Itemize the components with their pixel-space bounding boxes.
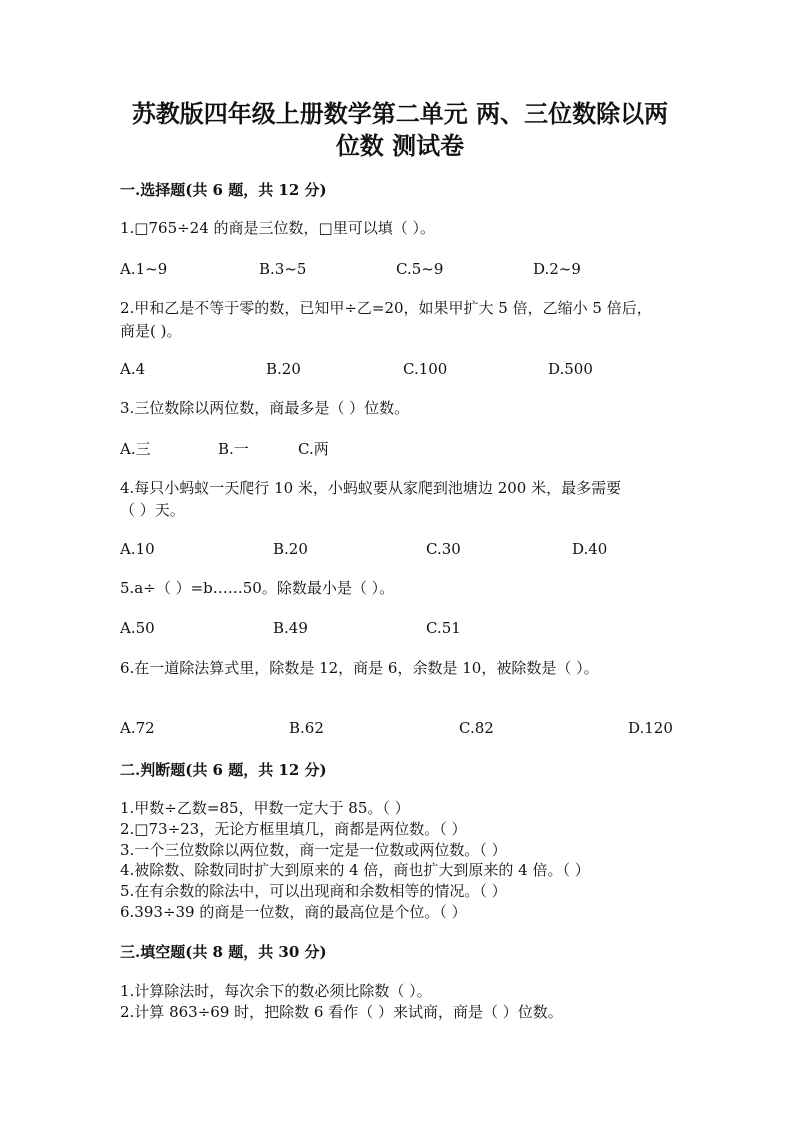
question-1-4-line-2: （ ）天。 [120,501,185,519]
judge-item-5: 5.在有余数的除法中，可以出现商和余数相等的情况。（ ） [120,882,507,900]
question-1-4-line-1: 4.每只小蚂蚁一天爬行 10 米，小蚂蚁要从家爬到池塘边 200 米，最多需要 [120,479,622,497]
exam-title-line-2: 位数 测试卷 [335,131,465,160]
q1-5-option-b: B.49 [273,619,308,637]
q1-6-option-c: C.82 [459,719,494,737]
question-1-2-line-1: 2.甲和乙是不等于零的数，已知甲÷乙=20，如果甲扩大 5 倍，乙缩小 5 倍后， [120,299,652,317]
q1-6-option-a: A.72 [120,719,155,737]
q1-2-option-a: A.4 [120,360,146,378]
q1-6-option-d: D.120 [628,719,673,737]
q1-4-option-b: B.20 [273,540,308,558]
judge-item-6: 6.393÷39 的商是一位数，商的最高位是个位。（ ） [120,903,467,921]
q1-2-option-c: C.100 [403,360,448,378]
q1-2-option-d: D.500 [548,360,593,378]
q1-2-option-b: B.20 [266,360,301,378]
q1-1-option-d: D.2~9 [533,260,581,278]
q1-4-option-d: D.40 [572,540,608,558]
fill-item-1: 1.计算除法时，每次余下的数必须比除数（ ）。 [120,982,432,1000]
q1-3-option-b: B.一 [218,440,249,458]
q1-1-option-b: B.3~5 [259,260,307,278]
section-heading-fill-blank: 三.填空题(共 8 题，共 30 分) [120,943,327,961]
judge-item-3: 3.一个三位数除以两位数，商一定是一位数或两位数。（ ） [120,841,507,859]
question-1-1: 1.□765÷24 的商是三位数，□里可以填（ ）。 [120,219,435,237]
judge-item-4: 4.被除数、除数同时扩大到原来的 4 倍，商也扩大到原来的 4 倍。（ ） [120,861,590,879]
question-1-5: 5.a÷（ ）=b……50。除数最小是（ ）。 [120,579,395,597]
q1-4-option-a: A.10 [120,540,155,558]
question-1-3: 3.三位数除以两位数，商最多是（ ）位数。 [120,399,410,417]
section-heading-true-false: 二.判断题(共 6 题，共 12 分) [120,761,327,779]
q1-4-option-c: C.30 [426,540,461,558]
question-1-6: 6.在一道除法算式里，除数是 12，商是 6，余数是 10，被除数是（ ）。 [120,659,599,677]
q1-3-option-a: A.三 [120,440,151,458]
judge-item-1: 1.甲数÷乙数=85，甲数一定大于 85。（ ） [120,799,410,817]
exam-title-line-1: 苏教版四年级上册数学第二单元 两、三位数除以两 [131,99,669,128]
q1-5-option-a: A.50 [120,619,155,637]
q1-1-option-c: C.5~9 [396,260,444,278]
q1-6-option-b: B.62 [289,719,324,737]
question-1-2-line-2: 商是( )。 [120,322,182,340]
q1-5-option-c: C.51 [426,619,461,637]
fill-item-2: 2.计算 863÷69 时，把除数 6 看作（ ）来试商，商是（ ）位数。 [120,1003,563,1021]
judge-item-2: 2.□73÷23，无论方框里填几，商都是两位数。（ ） [120,820,467,838]
q1-1-option-a: A.1~9 [120,260,168,278]
section-heading-choice: 一.选择题(共 6 题，共 12 分) [120,181,327,199]
q1-3-option-c: C.两 [298,440,329,458]
